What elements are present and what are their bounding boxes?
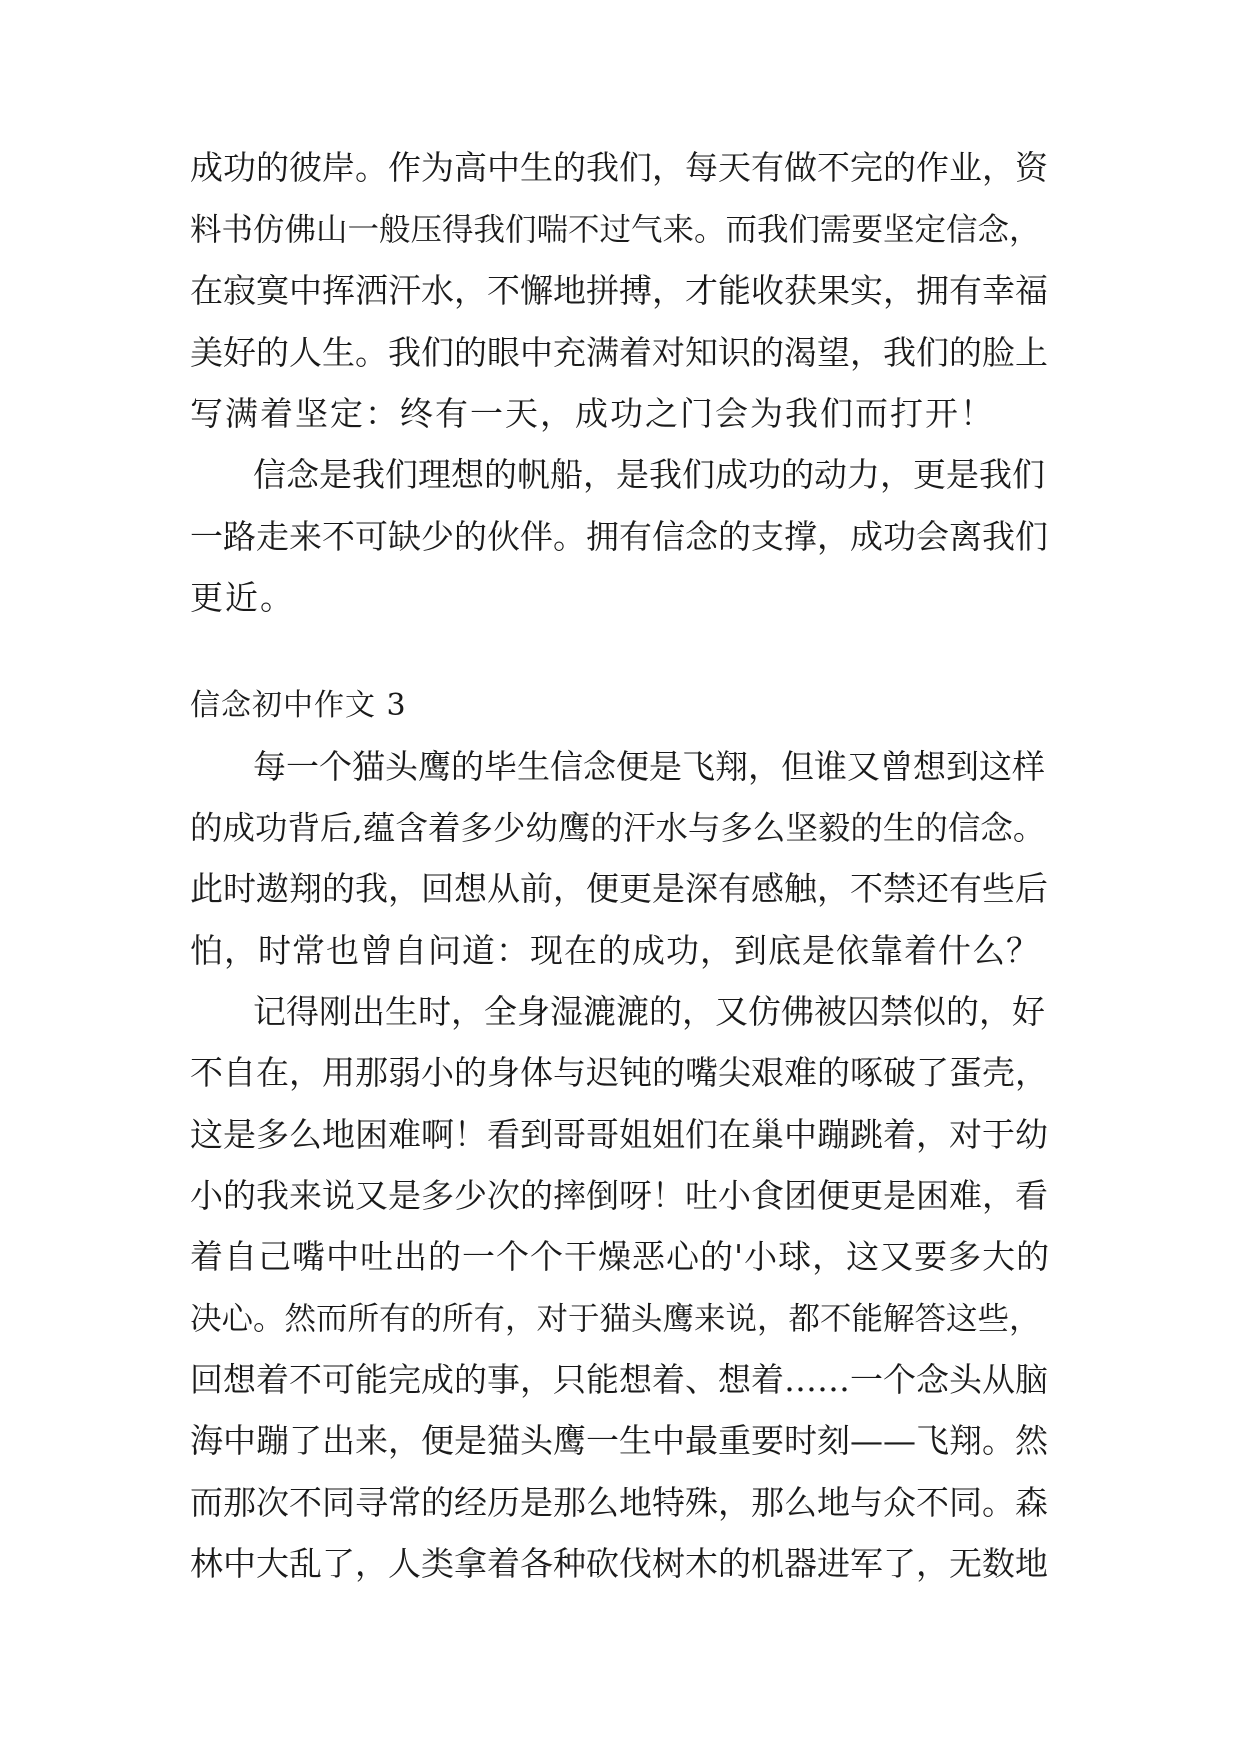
paragraph-line: 不自在，用那弱小的身体与迟钝的嘴尖艰难的啄破了蛋壳， <box>190 1053 1048 1092</box>
paragraph-line: 而那次不同寻常的经历是那么地特殊，那么地与众不同。森 <box>190 1483 1048 1522</box>
paragraph-line: 此时遨翔的我，回想从前，便更是深有感触，不禁还有些后 <box>190 869 1048 908</box>
paragraph-line: 成功的彼岸。作为高中生的我们，每天有做不完的作业，资 <box>190 148 1048 187</box>
paragraph-line: 每一个猫头鹰的毕生信念便是飞翔，但谁又曾想到这样 <box>253 747 1045 786</box>
paragraph-line: 更近。 <box>190 578 295 617</box>
paragraph-line: 一路走来不可缺少的伙伴。拥有信念的支撑，成功会离我们 <box>190 517 1048 556</box>
paragraph-line: 林中大乱了，人类拿着各种砍伐树木的机器进军了，无数地 <box>190 1544 1048 1583</box>
paragraph-line: 在寂寞中挥洒汗水，不懈地拼搏，才能收获果实，拥有幸福 <box>190 271 1048 310</box>
paragraph-line: 海中蹦了出来，便是猫头鹰一生中最重要时刻——飞翔。然 <box>190 1421 1048 1460</box>
paragraph-line: 怕，时常也曾自问道：现在的成功，到底是依靠着什么？ <box>190 931 1040 970</box>
paragraph-line: 小的我来说又是多少次的摔倒呀！吐小食团便更是困难，看 <box>190 1176 1048 1215</box>
section-heading: 信念初中作文 3 <box>190 688 407 723</box>
paragraph-line: 决心。然而所有的所有，对于猫头鹰来说，都不能解答这些， <box>190 1301 1041 1337</box>
paragraph-line: 着自己嘴中吐出的一个个干燥恶心的'小球，这又要多大的 <box>190 1237 1051 1276</box>
paragraph-line: 这是多么地困难啊！看到哥哥姐姐们在巢中蹦跳着，对于幼 <box>190 1115 1048 1154</box>
paragraph-line: 信念是我们理想的帆船，是我们成功的动力，更是我们 <box>253 455 1045 494</box>
paragraph-line: 料书仿佛山一般压得我们喘不过气来。而我们需要坚定信念， <box>190 212 1041 248</box>
paragraph-line: 回想着不可能完成的事，只能想着、想着……一个念头从脑 <box>190 1360 1048 1399</box>
paragraph-line: 写满着坚定：终有一天，成功之门会为我们而打开！ <box>190 394 995 433</box>
paragraph-line: 美好的人生。我们的眼中充满着对知识的渴望，我们的脸上 <box>190 333 1048 372</box>
paragraph-line: 记得刚出生时，全身湿漉漉的，又仿佛被囚禁似的，好 <box>253 992 1045 1031</box>
paragraph-line: 的成功背后,蕴含着多少幼鹰的汗水与多么坚毅的生的信念。 <box>190 809 1046 847</box>
